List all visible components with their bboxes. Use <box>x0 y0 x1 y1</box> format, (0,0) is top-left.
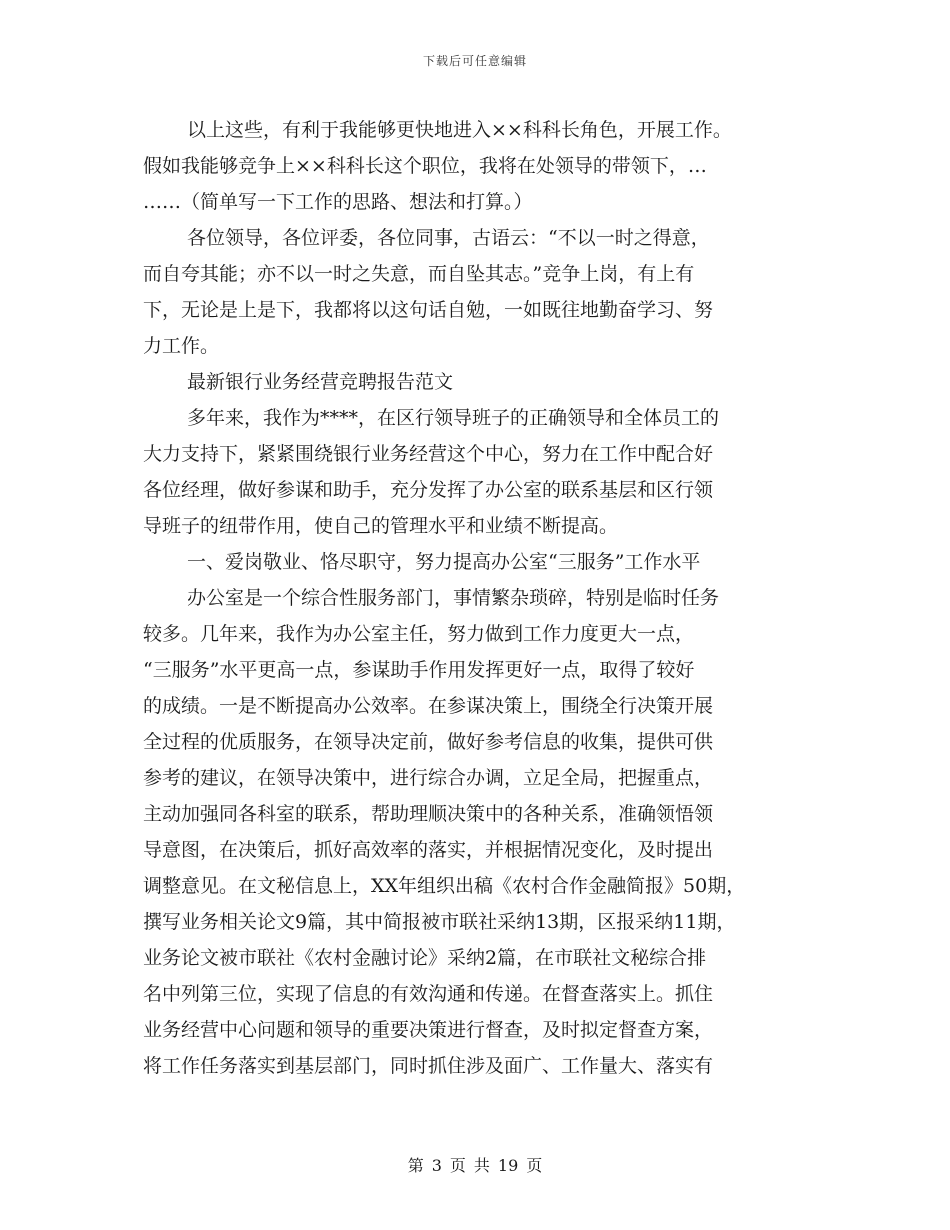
paragraph-line: 全过程的优质服务，在领导决定前，做好参考信息的收集，提供可供 <box>143 731 714 753</box>
paragraph-line: 各位领导，各位评委，各位同事，古语云：“不以一时之得意， <box>187 227 710 249</box>
section-heading: 一、爱岗敬业、恪尽职守，努力提高办公室“三服务”工作水平 <box>187 551 701 573</box>
paragraph-line: 业务经营中心问题和领导的重要决策进行督查，及时拟定督查方案， <box>143 1019 714 1041</box>
paragraph-line: 调整意见。在文秘信息上，XX年组织出稿《农村合作金融简报》50期， <box>143 875 746 897</box>
total-page-count: 19 <box>497 1156 519 1175</box>
paragraph-line: 撰写业务相关论文9篇，其中简报被市联社采纳13期，区报采纳11期， <box>143 911 736 933</box>
paragraph-line: 主动加强同各科室的联系，帮助理顺决策中的各种关系，准确领悟领 <box>143 803 714 825</box>
footer-gong: 共 <box>473 1156 490 1175</box>
footer-ye: 页 <box>449 1156 466 1175</box>
paragraph-line: ……（简单写一下工作的思路、想法和打算。） <box>143 191 533 213</box>
paragraph-line: 力工作。 <box>143 335 220 357</box>
paragraph-line: “三服务”水平更高一点，参谋助手作用发挥更好一点，取得了较好 <box>143 659 695 681</box>
paragraph-line: 导意图，在决策后，抓好高效率的落实，并根据情况变化，及时提出 <box>143 839 714 861</box>
paragraph-line: 较多。几年来，我作为办公室主任，努力做到工作力度更大一点， <box>143 623 695 645</box>
paragraph-line: 的成绩。一是不断提高办公效率。在参谋决策上，围绕全行决策开展 <box>143 695 714 717</box>
header-note: 下载后可任意编辑 <box>422 54 527 68</box>
footer-di: 第 <box>407 1156 424 1175</box>
page-number-footer <box>0 1153 950 1176</box>
footer-ye-end: 页 <box>526 1156 543 1175</box>
paragraph-line: 参考的建议，在领导决策中，进行综合办调，立足全局，把握重点， <box>143 767 714 789</box>
paragraph-line: 名中列第三位，实现了信息的有效沟通和传递。在督查落实上。抓住 <box>143 983 714 1005</box>
document-body <box>143 112 823 1084</box>
section-title: 最新银行业务经营竞聘报告范文 <box>187 371 454 393</box>
current-page-number: 3 <box>431 1156 442 1175</box>
paragraph-line: 办公室是一个综合性服务部门，事情繁杂琐碎，特别是临时任务 <box>187 587 720 609</box>
paragraph-line: 而自夸其能；亦不以一时之失意，而自坠其志。”竞争上岗，有上有 <box>143 263 695 285</box>
paragraph-line: 多年来，我作为****，在区行领导班子的正确领导和全体员工的 <box>187 407 720 429</box>
paragraph-line: 业务论文被市联社《农村金融讨论》采纳2篇，在市联社文秘综合排 <box>143 947 707 969</box>
paragraph-line: 各位经理，做好参谋和助手，充分发挥了办公室的联系基层和区行领 <box>143 479 714 501</box>
paragraph-line: 导班子的纽带作用，使自己的管理水平和业绩不断提高。 <box>143 515 619 537</box>
paragraph-line: 假如我能够竞争上××科科长这个职位，我将在处领导的带领下，… <box>143 155 707 177</box>
paragraph-line: 下，无论是上是下，我都将以这句话自勉，一如既往地勤奋学习、努 <box>143 299 714 321</box>
paragraph-line: 大力支持下，紧紧围绕银行业务经营这个中心，努力在工作中配合好 <box>143 443 714 465</box>
paragraph-line: 将工作任务落实到基层部门，同时抓住涉及面广、工作量大、落实有 <box>143 1055 714 1077</box>
paragraph-line: 以上这些，有利于我能够更快地进入××科科长角色，开展工作。 <box>187 119 732 141</box>
